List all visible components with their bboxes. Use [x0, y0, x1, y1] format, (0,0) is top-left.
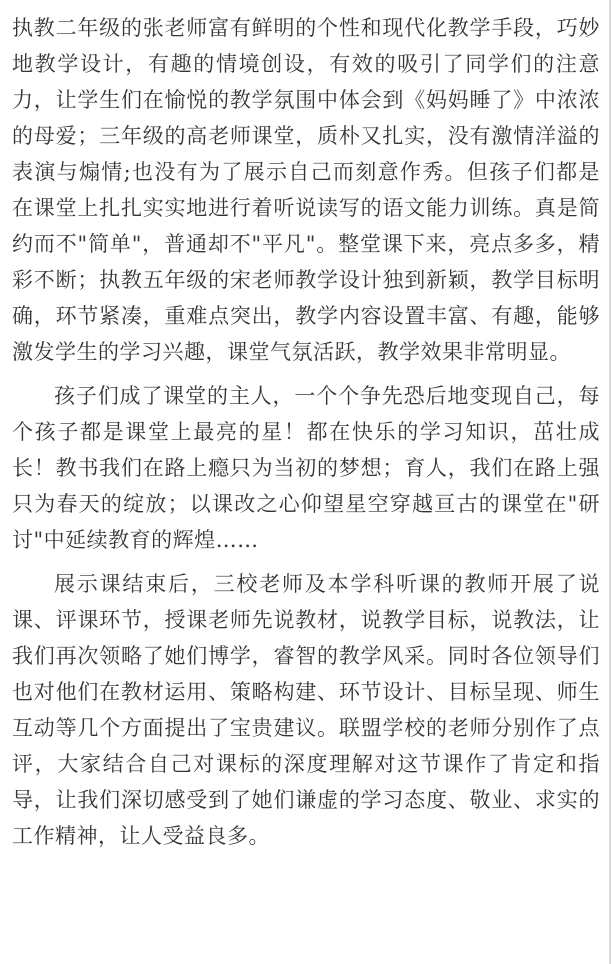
paragraph-2: 孩子们成了课堂的主人，一个个争先恐后地变现自己，每个孩子都是课堂上最亮的星！都在快乐的学习知识，茁壮成长！教书我们在路上瘾只为当初的梦想；育人，我们在路上强只为春天的绽放；以课改之心仰望星空穿越亘古的课堂在"研讨"中延续教育的辉煌……	[12, 384, 600, 552]
paragraph-1: 执教二年级的张老师富有鲜明的个性和现代化教学手段，巧妙地教学设计，有趣的情境创设，有效的吸引了同学们的注意力，让学生们在愉悦的教学氛围中体会到《妈妈睡了》中浓浓的母爱；三年级的高老师课堂，质朴又扎实，没有激情洋溢的表演与煽情;也没有为了展示自己而刻意作秀。但孩子们都是在课堂上扎扎实实地进行着听说读写的语文能力训练。真是简约而不"简单"，普通却不"平凡"。整堂课下来，亮点多多，精彩不断；执教五年级的宋老师教学设计独到新颖，教学目标明确，环节紧凑，重难点突出，教学内容设置丰富、有趣，能够激发学生的学习兴趣，课堂气氛活跃，教学效果非常明显。	[12, 16, 600, 364]
paragraph-3: 展示课结束后，三校老师及本学科听课的教师开展了说课、评课环节，授课老师先说教材，说教学目标，说教法，让我们再次领略了她们博学，睿智的教学风采。同时各位领导们也对他们在教材运用、策略构建、环节设计、目标呈现、师生互动等几个方面提出了宝贵建议。联盟学校的老师分别作了点评，大家结合自己对课标的深度理解对这节课作了肯定和指导，让我们深切感受到了她们谦虚的学习态度、敬业、求实的工作精神，让人受益良多。	[12, 572, 600, 848]
article-body	[12, 10, 600, 862]
